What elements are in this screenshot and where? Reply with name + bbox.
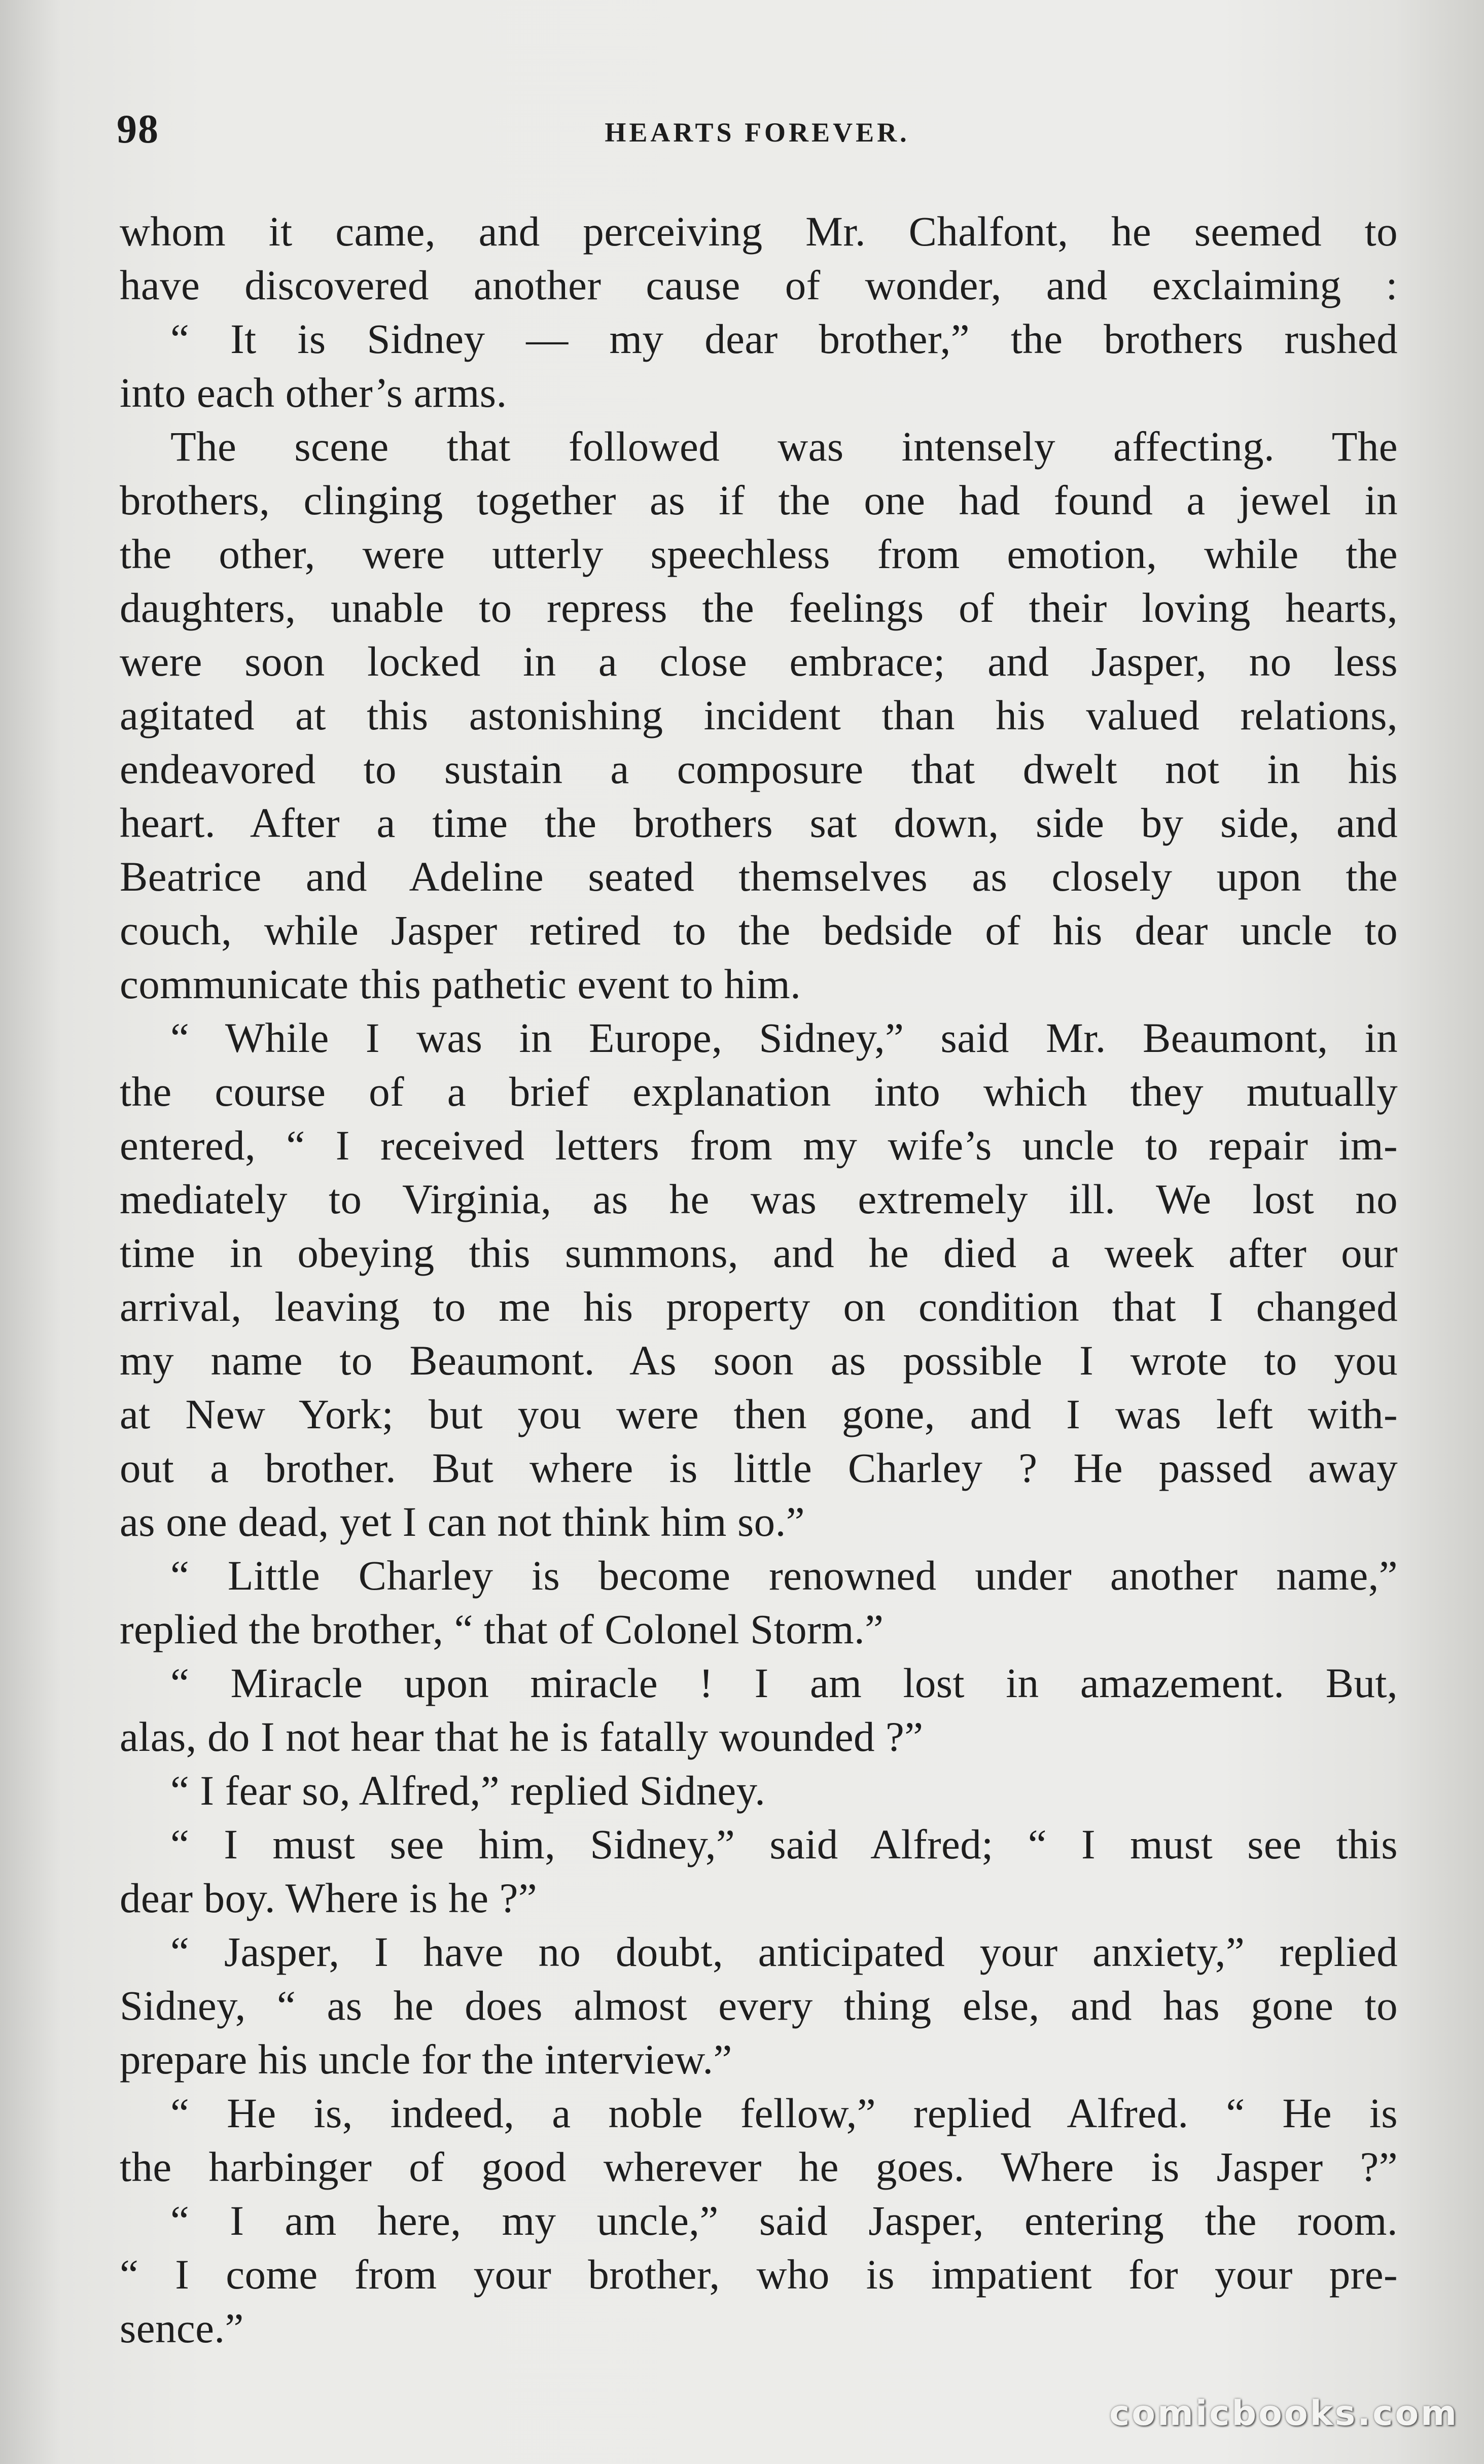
text-line: brothers, clinging together as if the one had found a jewel in bbox=[120, 477, 1398, 523]
text-line: whom it came, and perceiving Mr. Chalfont, he seemed to bbox=[120, 208, 1398, 255]
page-header bbox=[117, 107, 1398, 162]
page-number: 98 bbox=[117, 107, 159, 152]
body-text bbox=[120, 204, 1398, 2355]
text-line: arrival, leaving to me his property on condition that I changed bbox=[120, 1283, 1398, 1330]
text-line: “ Jasper, I have no doubt, anticipated your anxiety,” replied bbox=[170, 1928, 1398, 1975]
text-line: communicate this pathetic event to him. bbox=[120, 961, 801, 1007]
text-line: daughters, unable to repress the feelings of their loving hearts, bbox=[120, 584, 1398, 631]
text-line: replied the brother, “ that of Colonel Storm.” bbox=[120, 1606, 884, 1652]
text-line: at New York; but you were then gone, and I was left with- bbox=[120, 1391, 1398, 1437]
text-line: “ I fear so, Alfred,” replied Sidney. bbox=[170, 1767, 766, 1814]
text-line: “ It is Sidney — my dear brother,” the brothers rushed bbox=[170, 315, 1398, 362]
text-line: “ I am here, my uncle,” said Jasper, entering the room. bbox=[170, 2197, 1398, 2244]
text-line: sence.” bbox=[120, 2305, 244, 2351]
text-line: heart. After a time the brothers sat down, side by side, and bbox=[120, 799, 1398, 846]
text-line: my name to Beaumont. As soon as possible I wrote to you bbox=[120, 1337, 1398, 1384]
text-line: have discovered another cause of wonder, and exclaiming : bbox=[120, 262, 1398, 308]
text-line: into each other’s arms. bbox=[120, 369, 507, 416]
text-line: out a brother. But where is little Charley ? He passed away bbox=[120, 1445, 1398, 1491]
text-line: the course of a brief explanation into which they mutually bbox=[120, 1068, 1398, 1115]
text-line: mediately to Virginia, as he was extremely ill. We lost no bbox=[120, 1176, 1398, 1222]
running-title: HEARTS FOREVER. bbox=[605, 117, 910, 148]
text-line: The scene that followed was intensely affecting. The bbox=[170, 423, 1398, 470]
text-line: couch, while Jasper retired to the bedside of his dear uncle to bbox=[120, 907, 1398, 954]
text-line: “ Little Charley is become renowned under another name,” bbox=[170, 1552, 1398, 1599]
text-line: Sidney, “ as he does almost every thing else, and has gone to bbox=[120, 1982, 1398, 2029]
text-line: Beatrice and Adeline seated themselves as closely upon the bbox=[120, 853, 1398, 900]
text-line: the other, were utterly speechless from emotion, while the bbox=[120, 531, 1398, 577]
text-line: endeavored to sustain a composure that dwelt not in his bbox=[120, 746, 1398, 792]
text-line: agitated at this astonishing incident than his valued relations, bbox=[120, 692, 1398, 738]
text-line: “ Miracle upon miracle ! I am lost in amazement. But, bbox=[170, 1660, 1398, 1706]
text-line: were soon locked in a close embrace; and Jasper, no less bbox=[120, 638, 1398, 685]
text-line: entered, “ I received letters from my wife’s uncle to repair im- bbox=[120, 1122, 1398, 1169]
text-line: alas, do I not hear that he is fatally wounded ?” bbox=[120, 1713, 924, 1760]
text-line: as one dead, yet I can not think him so.” bbox=[120, 1498, 805, 1545]
watermark: comicbooks.com bbox=[1109, 2393, 1459, 2434]
text-line: “ While I was in Europe, Sidney,” said Mr. Beaumont, in bbox=[170, 1014, 1398, 1061]
text-line: dear boy. Where is he ?” bbox=[120, 1875, 538, 1921]
text-line: the harbinger of good wherever he goes. Where is Jasper ?” bbox=[120, 2143, 1398, 2190]
text-line: “ He is, indeed, a noble fellow,” replied Alfred. “ He is bbox=[170, 2090, 1398, 2136]
text-line: “ I come from your brother, who is impatient for your pre- bbox=[120, 2251, 1398, 2298]
text-line: time in obeying this summons, and he died a week after our bbox=[120, 1229, 1398, 1276]
text-line: prepare his uncle for the interview.” bbox=[120, 2036, 732, 2083]
text-line: “ I must see him, Sidney,” said Alfred; “ I must see this bbox=[170, 1821, 1398, 1868]
